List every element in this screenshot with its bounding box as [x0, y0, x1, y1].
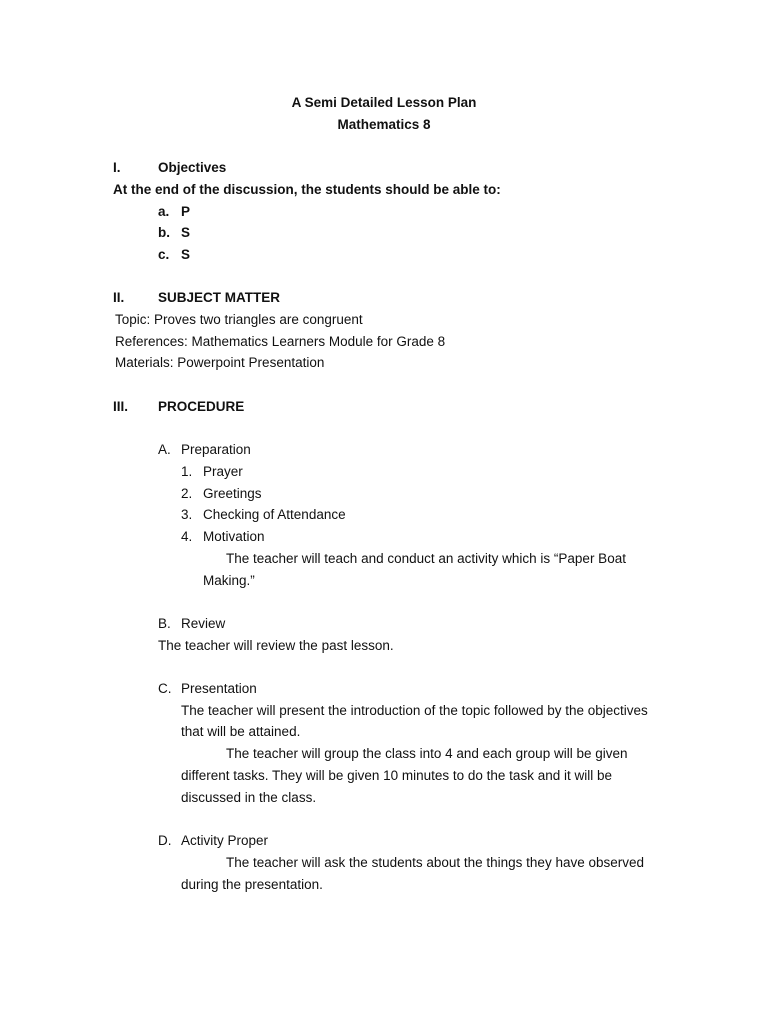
section-numeral-procedure: III.	[113, 399, 129, 414]
preparation-step: Greetings	[203, 486, 262, 501]
motivation-text-line: Making.”	[203, 573, 255, 588]
preparation-step: Prayer	[203, 464, 243, 479]
subject-topic: Topic: Proves two triangles are congruent	[115, 312, 363, 327]
preparation-step-marker: 3.	[181, 507, 193, 522]
presentation-text-line: The teacher will group the class into 4 and each group will be given	[226, 746, 628, 761]
preparation-step: Checking of Attendance	[203, 507, 346, 522]
subsection-heading-presentation: Presentation	[181, 681, 257, 696]
subsection-marker: A.	[158, 442, 171, 457]
subsection-marker: B.	[158, 616, 171, 631]
document-title: A Semi Detailed Lesson Plan	[291, 95, 477, 110]
objective-marker: c.	[158, 247, 170, 262]
presentation-text-line: that will be attained.	[181, 724, 301, 739]
preparation-step: Motivation	[203, 529, 265, 544]
section-numeral-objectives: I.	[113, 160, 121, 175]
section-heading-procedure: PROCEDURE	[158, 399, 245, 414]
activity-text-line: during the presentation.	[181, 877, 323, 892]
preparation-step-marker: 1.	[181, 464, 193, 479]
subsection-heading-preparation: Preparation	[181, 442, 251, 457]
objective-item: S	[181, 225, 191, 240]
preparation-step-marker: 2.	[181, 486, 193, 501]
review-text: The teacher will review the past lesson.	[158, 638, 394, 653]
motivation-text-line: The teacher will teach and conduct an activity which is “Paper Boat	[226, 551, 626, 566]
subject-references: References: Mathematics Learners Module for Grade 8	[115, 334, 446, 349]
objective-item: S	[181, 247, 191, 262]
subject-materials: Materials: Powerpoint Presentation	[115, 355, 325, 370]
preparation-step-marker: 4.	[181, 529, 193, 544]
subsection-heading-review: Review	[181, 616, 226, 631]
section-heading-subject-matter: SUBJECT MATTER	[158, 290, 281, 305]
objective-item: P	[181, 204, 191, 219]
subsection-heading-activity: Activity Proper	[181, 833, 269, 848]
presentation-text-line: different tasks. They will be given 10 minutes to do the task and it will be	[181, 768, 612, 783]
objectives-intro: At the end of the discussion, the students should be able to:	[113, 182, 501, 197]
subsection-marker: D.	[158, 833, 172, 848]
subsection-marker: C.	[158, 681, 172, 696]
section-numeral-subject-matter: II.	[113, 290, 125, 305]
document-subtitle: Mathematics 8	[337, 117, 431, 132]
objective-marker: b.	[158, 225, 170, 240]
section-heading-objectives: Objectives	[158, 160, 227, 175]
presentation-text-line: discussed in the class.	[181, 790, 317, 805]
presentation-text-line: The teacher will present the introduction of the topic followed by the objectives	[181, 703, 648, 718]
activity-text-line: The teacher will ask the students about the things they have observed	[226, 855, 645, 870]
objective-marker: a.	[158, 204, 170, 219]
